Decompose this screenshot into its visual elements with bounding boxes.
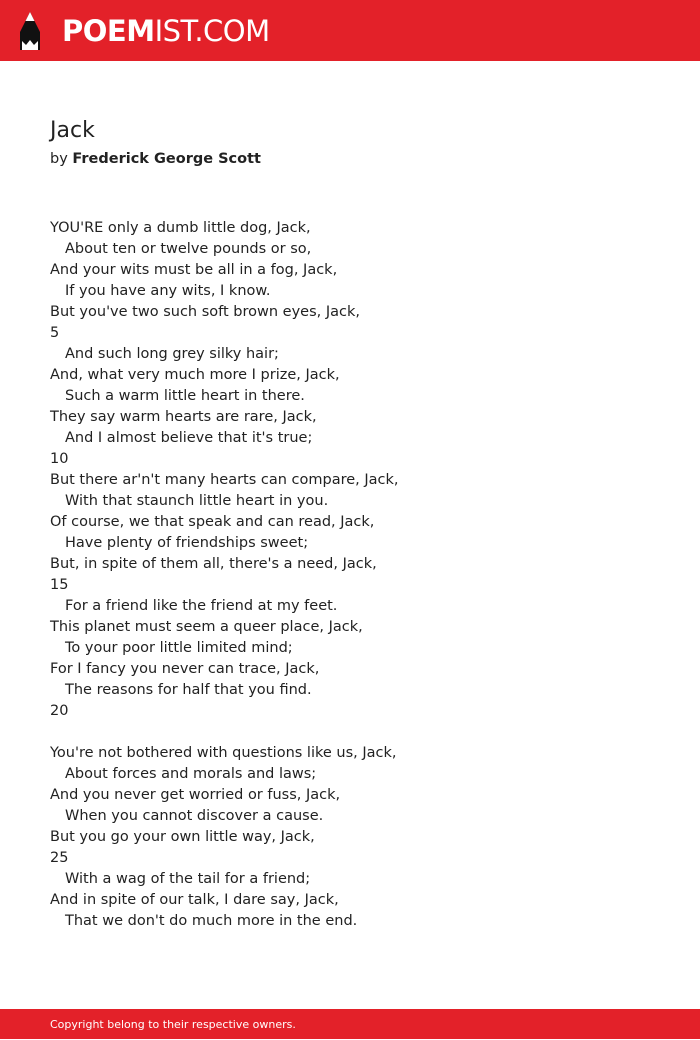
poem-line: That we don't do much more in the end. xyxy=(65,913,358,929)
poem-line: About forces and morals and laws; xyxy=(65,766,317,782)
poem-line: If you have any wits, I know. xyxy=(65,283,271,299)
line-number: 15 xyxy=(50,577,69,593)
poem-line: To your poor little limited mind; xyxy=(65,640,293,656)
site-header xyxy=(0,0,700,61)
poem-line: YOU'RE only a dumb little dog, Jack, xyxy=(50,220,311,236)
line-number: 10 xyxy=(50,451,69,467)
poem-line: And, what very much more I prize, Jack, xyxy=(50,367,340,383)
poem-line: For a friend like the friend at my feet. xyxy=(65,598,338,614)
poem-line: Such a warm little heart in there. xyxy=(65,388,305,404)
poem-line: Of course, we that speak and can read, Jack, xyxy=(50,514,375,530)
poem-line: But you go your own little way, Jack, xyxy=(50,829,315,845)
poem-byline xyxy=(50,148,261,170)
site-logo-text[interactable] xyxy=(62,12,270,50)
poem-line: The reasons for half that you find. xyxy=(65,682,312,698)
poem-line: With that staunch little heart in you. xyxy=(65,493,329,509)
poem-body xyxy=(50,218,670,932)
poem-line: And such long grey silky hair; xyxy=(65,346,279,362)
stanza-break xyxy=(50,722,670,743)
line-number: 20 xyxy=(50,703,69,719)
brand-name-light: IST.COM xyxy=(154,14,270,48)
poem-line: For I fancy you never can trace, Jack, xyxy=(50,661,320,677)
poem-line: You're not bothered with questions like us, Jack, xyxy=(50,745,397,761)
poem-line: And your wits must be all in a fog, Jack, xyxy=(50,262,338,278)
byline-prefix: by xyxy=(50,151,68,167)
pencil-tip-icon[interactable] xyxy=(18,11,42,51)
poem-line: This planet must seem a queer place, Jack, xyxy=(50,619,363,635)
poem-line: When you cannot discover a cause. xyxy=(65,808,324,824)
poem-title: Jack xyxy=(50,118,95,143)
poem-line: Have plenty of friendships sweet; xyxy=(65,535,309,551)
poem-line: About ten or twelve pounds or so, xyxy=(65,241,312,257)
brand-name-bold: POEM xyxy=(62,14,155,48)
line-number: 25 xyxy=(50,850,69,866)
poem-line: But you've two such soft brown eyes, Jack, xyxy=(50,304,360,320)
copyright-text: Copyright belong to their respective owners. xyxy=(50,1018,296,1031)
poem-line: But, in spite of them all, there's a need, Jack, xyxy=(50,556,377,572)
poem-author: Frederick George Scott xyxy=(72,151,261,167)
poem-line: With a wag of the tail for a friend; xyxy=(65,871,311,887)
line-number: 5 xyxy=(50,325,60,341)
poem-line: They say warm hearts are rare, Jack, xyxy=(50,409,317,425)
poem-line: And in spite of our talk, I dare say, Jack, xyxy=(50,892,339,908)
poem-line: And you never get worried or fuss, Jack, xyxy=(50,787,341,803)
site-footer xyxy=(0,1009,700,1039)
poem-line: But there ar'n't many hearts can compare, Jack, xyxy=(50,472,399,488)
poem-line: And I almost believe that it's true; xyxy=(65,430,313,446)
